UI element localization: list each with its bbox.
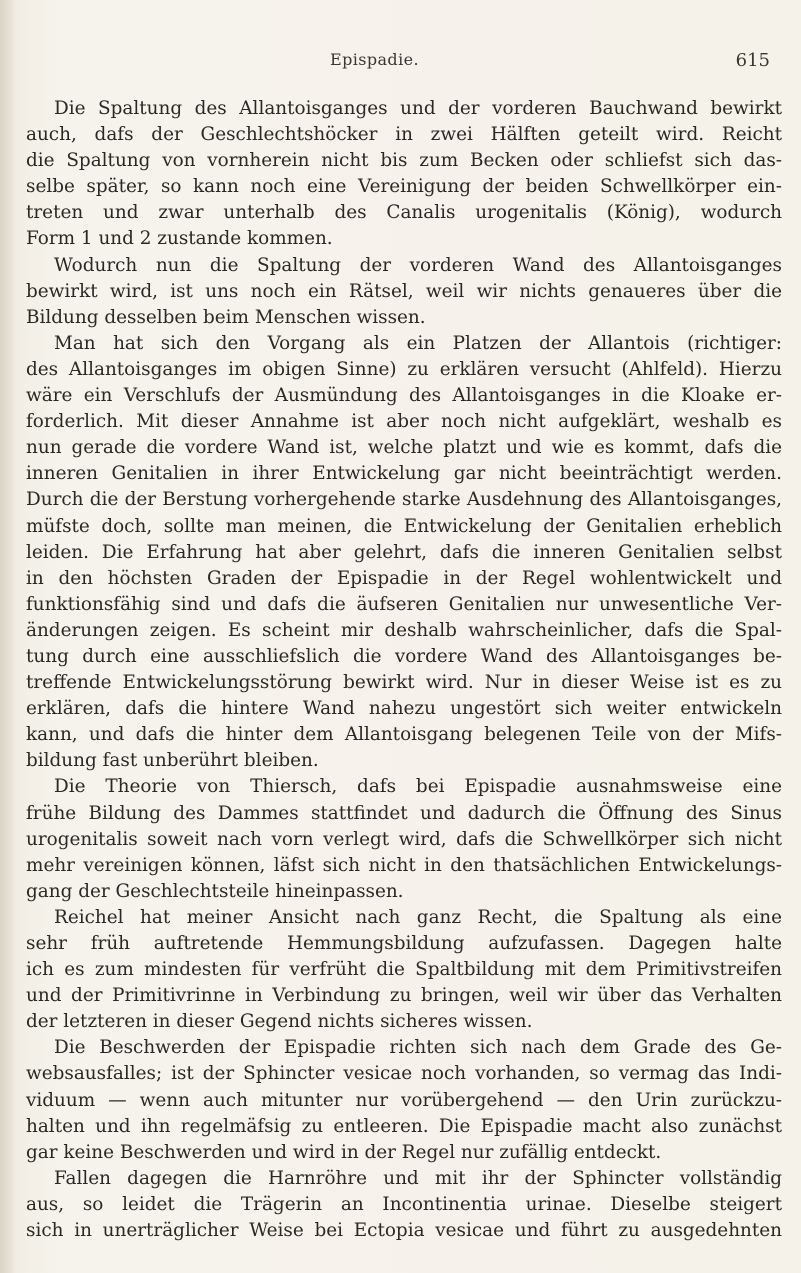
text-line: der letzteren in dieser Gegend nichts sicheres wissen.	[26, 1011, 533, 1033]
text-line: urogenitalis soweit nach vorn verlegt wird, dafs die Schwellkörper sich nicht	[26, 828, 782, 850]
text-line: Man hat sich den Vorgang als ein Platzen der Allantois (richtiger:	[54, 332, 782, 354]
text-line: viduum — wenn auch mitunter nur vorübergehend — den Urin zurückzu-	[26, 1089, 782, 1111]
text-line: treten und zwar unterhalb des Canalis urogenitalis (König), wodurch	[26, 202, 782, 224]
text-line: sehr früh auftretende Hemmungsbildung aufzufassen. Dagegen halte	[26, 933, 782, 954]
text-line: des Allantoisganges im obigen Sinne) zu erklären versucht (Ahlfeld). Hierzu	[26, 358, 782, 380]
text-line: selbe später, so kann noch eine Vereinigung der beiden Schwellkörper ein-	[26, 176, 782, 198]
body-text	[26, 96, 782, 1244]
text-line: leiden. Die Erfahrung hat aber gelehrt, dafs die inneren Genitalien selbst	[26, 541, 782, 563]
text-line: frühe Bildung des Dammes stattfindet und dadurch die Öffnung des Sinus	[26, 802, 782, 824]
text-line: aus, so leidet die Trägerin an Incontinentia urinae. Dieselbe steigert	[26, 1193, 782, 1215]
text-line: ich es zum mindesten für verfrüht die Spaltbildung mit dem Primitivstreifen	[26, 959, 782, 981]
text-line: Form 1 und 2 zustande kommen.	[26, 228, 333, 250]
page-number: 615	[735, 50, 770, 71]
text-line: Bildung desselben beim Menschen wissen.	[26, 306, 426, 328]
text-line: Durch die der Berstung vorhergehende starke Ausdehnung des Allantoisganges,	[26, 489, 782, 511]
page-gutter	[0, 0, 14, 1273]
text-line: halten und ihn regelmäfsig zu entleeren. Die Epispadie macht also zunächst	[26, 1115, 782, 1137]
text-line: und der Primitivrinne in Verbindung zu bringen, weil wir über das Verhalten	[26, 985, 782, 1007]
text-line: kann, und dafs die hinter dem Allantoisgang belegenen Teile von der Mifs-	[26, 724, 782, 746]
text-line: Fallen dagegen die Harnröhre und mit ihr der Sphincter vollständig	[54, 1167, 782, 1189]
text-line: websausfalles; ist der Sphincter vesicae noch vorhanden, so vermag das Indi-	[26, 1063, 782, 1085]
page-header	[60, 50, 770, 76]
text-line: die Spaltung von vornherein nicht bis zum Becken oder schliefst sich das-	[26, 150, 782, 172]
text-line: bewirkt wird, ist uns noch ein Rätsel, weil wir nichts genaueres über die	[26, 280, 782, 302]
text-line: forderlich. Mit dieser Annahme ist aber noch nicht aufgeklärt, weshalb es	[26, 411, 782, 433]
text-line: in den höchsten Graden der Epispadie in der Regel wohlentwickelt und	[26, 567, 782, 589]
text-line: müfste doch, sollte man meinen, die Entwickelung der Genitalien erheblich	[26, 515, 782, 537]
text-line: sich in unerträglicher Weise bei Ectopia vesicae und führt zu ausgedehnten	[26, 1220, 782, 1242]
text-line: Die Theorie von Thiersch, dafs bei Epispadie ausnahmsweise eine	[54, 776, 782, 798]
text-line: inneren Genitalien in ihrer Entwickelung gar nicht beeinträchtigt werden.	[26, 463, 782, 485]
text-line: bildung fast unberührt bleiben.	[26, 750, 319, 772]
text-line: Die Beschwerden der Epispadie richten sich nach dem Grade des Ge-	[54, 1037, 782, 1059]
text-line: Die Spaltung des Allantoisganges und der vorderen Bauchwand bewirkt	[54, 98, 782, 119]
text-line: änderungen zeigen. Es scheint mir deshalb wahrscheinlicher, dafs die Spal-	[26, 619, 782, 641]
text-line: tung durch eine ausschliefslich die vordere Wand des Allantoisganges be-	[26, 645, 782, 667]
text-line: funktionsfähig sind und dafs die äufseren Genitalien nur unwesentliche Ver-	[26, 593, 782, 615]
text-line: Reichel hat meiner Ansicht nach ganz Recht, die Spaltung als eine	[54, 906, 782, 928]
text-line: wäre ein Verschlufs der Ausmündung des Allantoisganges in die Kloake er-	[26, 385, 782, 407]
text-line: nun gerade die vordere Wand ist, welche platzt und wie es kommt, dafs die	[26, 437, 782, 459]
running-title: Epispadie.	[330, 50, 419, 69]
text-line: treffende Entwickelungsstörung bewirkt wird. Nur in dieser Weise ist es zu	[26, 672, 782, 694]
text-line: mehr vereinigen können, läfst sich nicht in den thatsächlichen Entwickelungs-	[26, 854, 782, 876]
text-line: gar keine Beschwerden und wird in der Regel nur zufällig entdeckt.	[26, 1141, 662, 1163]
text-line: gang der Geschlechtsteile hineinpassen.	[26, 880, 404, 902]
text-line: erklären, dafs die hintere Wand nahezu ungestört sich weiter entwickeln	[26, 698, 782, 720]
text-line: auch, dafs der Geschlechtshöcker in zwei Hälften geteilt wird. Reicht	[26, 124, 782, 146]
text-line: Wodurch nun die Spaltung der vorderen Wand des Allantoisganges	[54, 254, 782, 276]
